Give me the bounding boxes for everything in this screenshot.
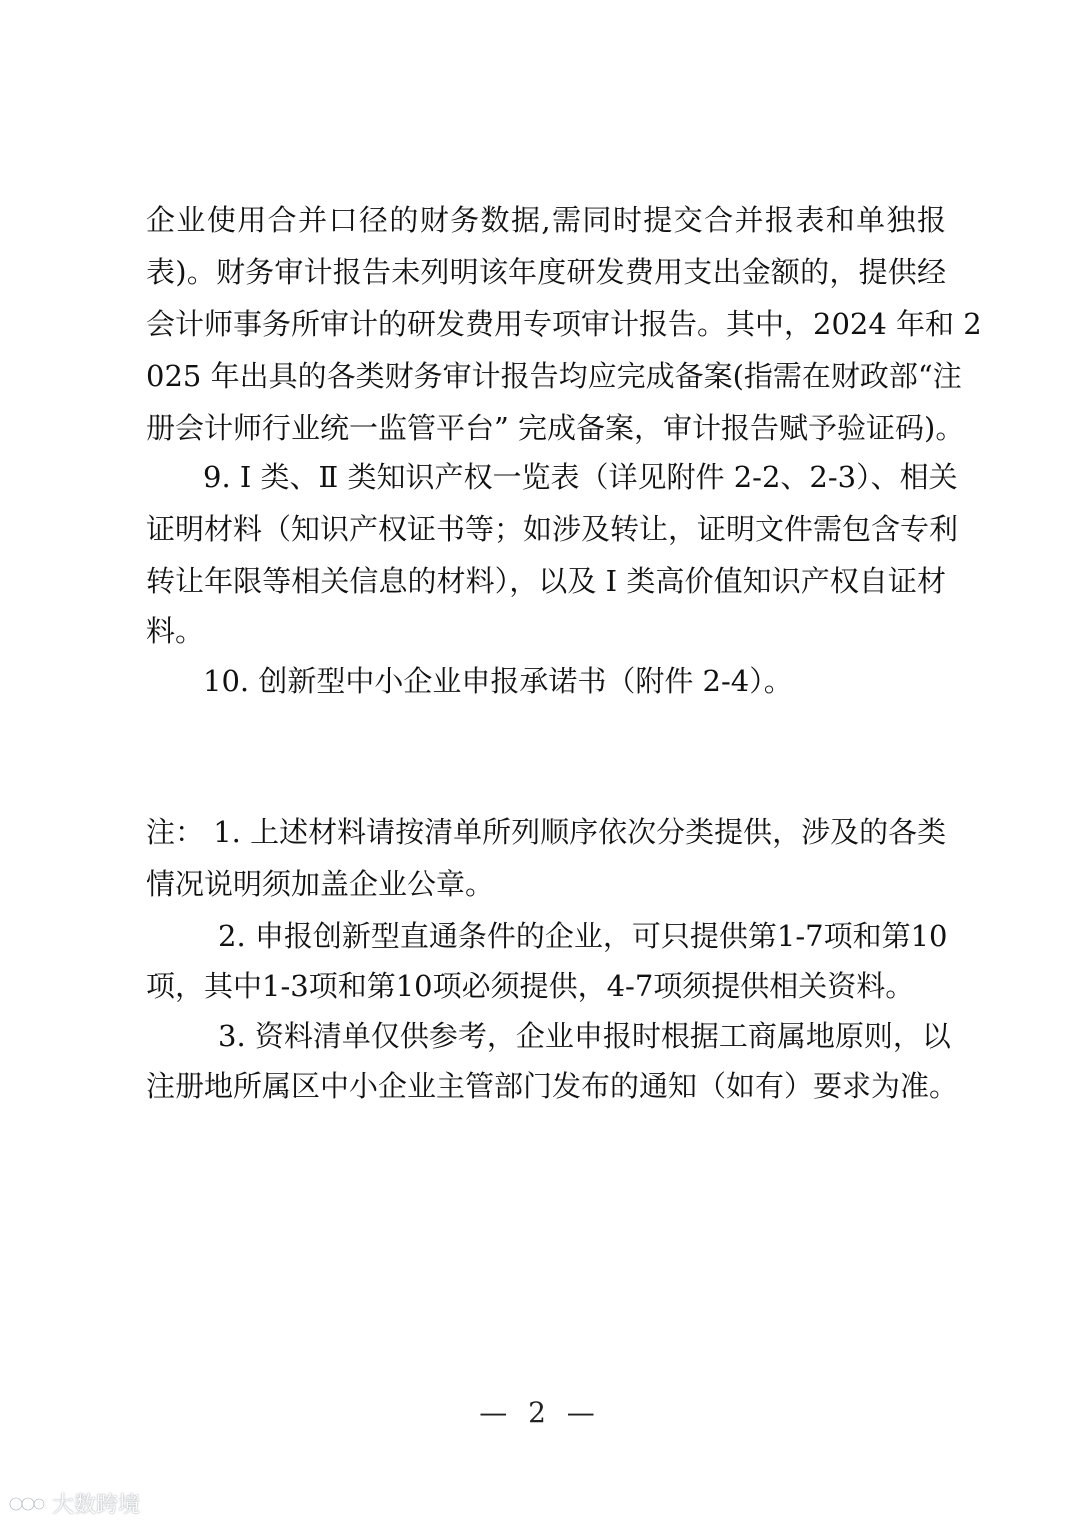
watermark-text: 大数跨境 [52,1493,141,1518]
paragraph-3-line-1: 10. 创新型中小企业申报承诺书（附件 2-4）。 [203,664,793,698]
page-number: — 2 — [479,1396,601,1429]
paragraph-2-line-3: 转让年限等相关信息的材料），以及 Ⅰ 类高价值知识产权自证材 [146,564,946,598]
paragraph-1-line-3: 会计师事务所审计的研发费用专项审计报告。其中，2024 年和 2 [146,307,982,341]
paragraph-1-line-1: 企业使用合并口径的财务数据,需同时提交合并报表和单独报 [146,203,946,237]
paragraph-1-line-2: 表)。财务审计报告未列明该年度研发费用支出金额的，提供经 [146,255,946,289]
paragraph-2-line-4: 料。 [146,614,205,648]
watermark-logo-icon [8,1493,46,1515]
note-2-line-1: 2. 申报创新型直通条件的企业，可只提供第1-7项和第10 [218,919,948,953]
note-3-line-2: 注册地所属区中小企业主管部门发布的通知（如有）要求为准。 [146,1069,959,1103]
note-3-line-1: 3. 资料清单仅供参考，企业申报时根据工商属地原则，以 [218,1019,951,1053]
note-2-line-2: 项，其中1-3项和第10项必须提供，4-7项须提供相关资料。 [146,969,915,1003]
paragraph-2-line-2: 证明材料（知识产权证书等；如涉及转让，证明文件需包含专利 [146,512,959,546]
note-line-1: 注： 1. 上述材料请按清单所列顺序依次分类提供，涉及的各类 [146,815,947,849]
paragraph-1-line-4: 025 年出具的各类财务审计报告均应完成备案(指需在财政部“注 [146,359,962,393]
note-line-2: 情况说明须加盖企业公章。 [146,867,495,901]
paragraph-1-line-5: 册会计师行业统一监管平台” 完成备案，审计报告赋予验证码)。 [146,411,965,445]
watermark [8,1488,140,1519]
paragraph-2-line-1: 9. Ⅰ 类、Ⅱ 类知识产权一览表（详见附件 2-2、2-3）、相关 [203,460,958,494]
